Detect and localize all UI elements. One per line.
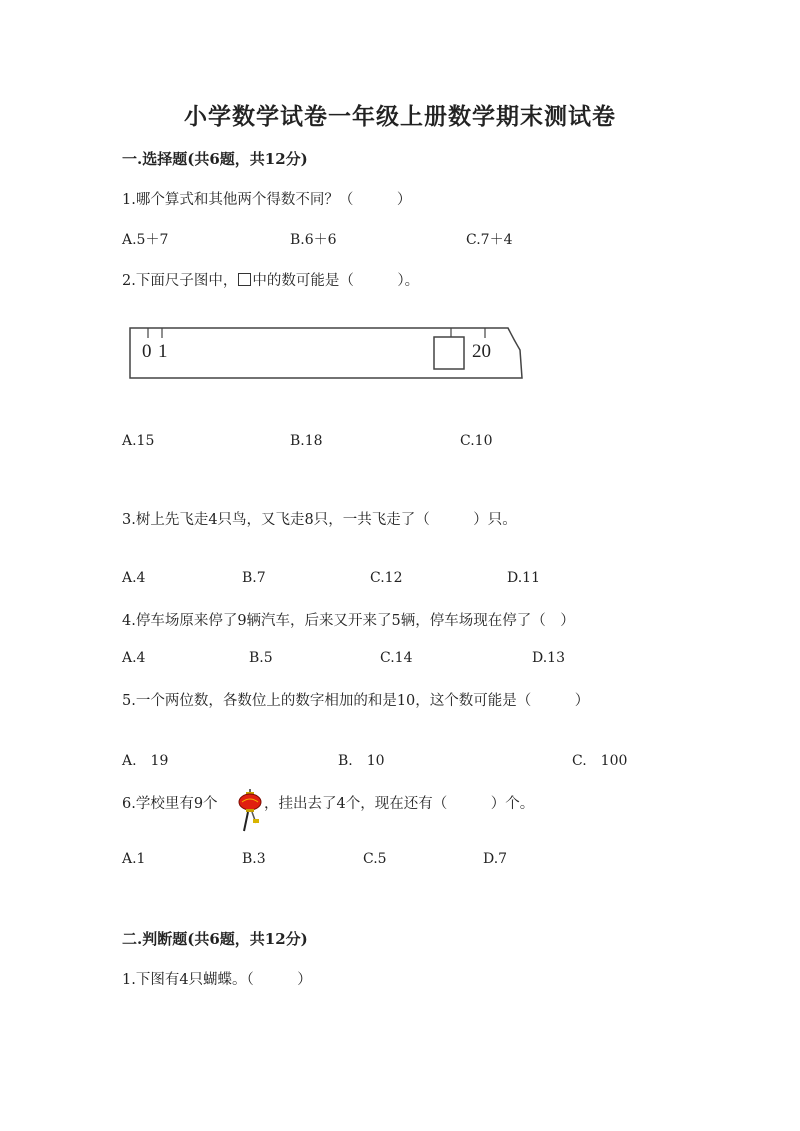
question-3: 3.树上先飞走4只鸟，又飞走8只，一共飞走了（ ）只。 bbox=[122, 512, 517, 528]
ruler-diagram bbox=[128, 322, 528, 384]
q3-option-b: B.7 bbox=[242, 570, 266, 586]
judge-question-1: 1.下图有4只蝴蝶。（ ） bbox=[122, 972, 312, 988]
ruler-label-1: 1 bbox=[158, 341, 168, 362]
q4-option-b: B.5 bbox=[249, 650, 273, 666]
q4-option-d: D.13 bbox=[532, 650, 565, 666]
question-6-before: 6.学校里有9个 bbox=[122, 796, 218, 812]
q2-option-b: B.18 bbox=[290, 433, 323, 449]
q5-option-b: B. 10 bbox=[338, 753, 385, 769]
ruler-label-0: 0 bbox=[142, 341, 152, 362]
q4-option-c: C.14 bbox=[380, 650, 413, 666]
q4-option-a: A.4 bbox=[122, 650, 146, 666]
q6-option-c: C.5 bbox=[363, 851, 387, 867]
q5-option-c: C. 100 bbox=[572, 753, 628, 769]
question-4: 4.停车场原来停了9辆汽车，后来又开来了5辆，停车场现在停了（ ） bbox=[122, 613, 575, 629]
question-2: 2.下面尺子图中， 中的数可能是（ ）。 bbox=[122, 273, 420, 289]
section-2-heading: 二.判断题(共6题，共12分) bbox=[122, 930, 308, 948]
q3-option-a: A.4 bbox=[122, 570, 146, 586]
q1-option-b: B.6＋6 bbox=[290, 232, 337, 248]
q6-option-d: D.7 bbox=[483, 851, 508, 867]
q5-option-a: A. 19 bbox=[122, 753, 169, 769]
question-6-after: ，挂出去了4个，现在还有（ ）个。 bbox=[264, 796, 535, 812]
question-5: 5.一个两位数，各数位上的数字相加的和是10，这个数可能是（ ） bbox=[122, 693, 590, 709]
q6-option-b: B.3 bbox=[242, 851, 266, 867]
q3-option-c: C.12 bbox=[370, 570, 403, 586]
q1-option-c: C.7＋4 bbox=[466, 232, 513, 248]
q3-option-d: D.11 bbox=[507, 570, 540, 586]
q2-option-a: A.15 bbox=[122, 433, 155, 449]
q6-option-a: A.1 bbox=[122, 851, 146, 867]
ruler-blank-box bbox=[434, 337, 464, 369]
q2-option-c: C.10 bbox=[460, 433, 493, 449]
question-1: 1.哪个算式和其他两个得数不同？（ ） bbox=[122, 192, 412, 208]
blank-box-icon bbox=[238, 273, 251, 286]
section-1-heading: 一.选择题(共6题，共12分) bbox=[122, 150, 308, 168]
q1-option-a: A.5＋7 bbox=[122, 232, 169, 248]
page-title: 小学数学试卷一年级上册数学期末测试卷 bbox=[184, 103, 616, 130]
lantern-icon bbox=[237, 789, 263, 833]
ruler-label-20: 20 bbox=[472, 341, 491, 362]
